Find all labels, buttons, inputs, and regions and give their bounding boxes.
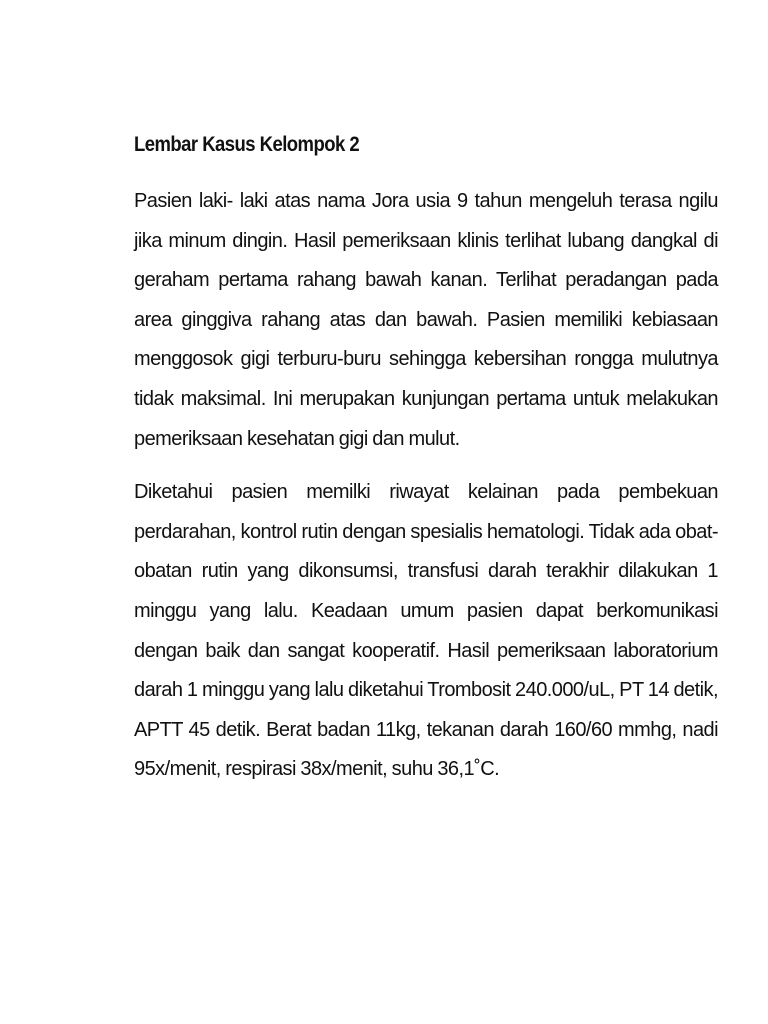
document-title: Lembar Kasus Kelompok 2	[134, 133, 360, 156]
paragraph-case-description: Pasien laki- laki atas nama Jora usia 9 tahun mengeluh terasa ngilu jika minum dingin. Hasil pemeriksaan klinis terlihat lubang dangkal di geraham pertama rahang bawah kanan. Terlihat peradangan pada area ginggiva rahang atas dan bawah. Pasien memiliki kebiasaan menggosok gigi terburu-buru sehingga kebersihan rongga mulutnya tidak maksimal. Ini merupakan kunjungan pertama untuk melakukan pemeriksaan kesehatan gigi dan mulut.	[134, 190, 718, 450]
paragraph-medical-history: Diketahui pasien memilki riwayat kelainan pada pembekuan perdarahan, kontrol rutin dengan spesialis hematologi. Tidak ada obat-obatan rutin yang dikonsumsi, transfusi darah terakhir dilakukan 1 minggu yang lalu. Keadaan umum pasien dapat berkomunikasi dengan baik dan sangat kooperatif. Hasil pemeriksaan laboratorium darah 1 minggu yang lalu diketahui Trombosit 240.000/uL, PT 14 detik, APTT 45 detik. Berat badan 11kg, tekanan darah 160/60 mmhg, nadi 95x/menit, respirasi 38x/menit, suhu 36,1˚C.	[134, 481, 718, 781]
document-body	[134, 128, 718, 804]
